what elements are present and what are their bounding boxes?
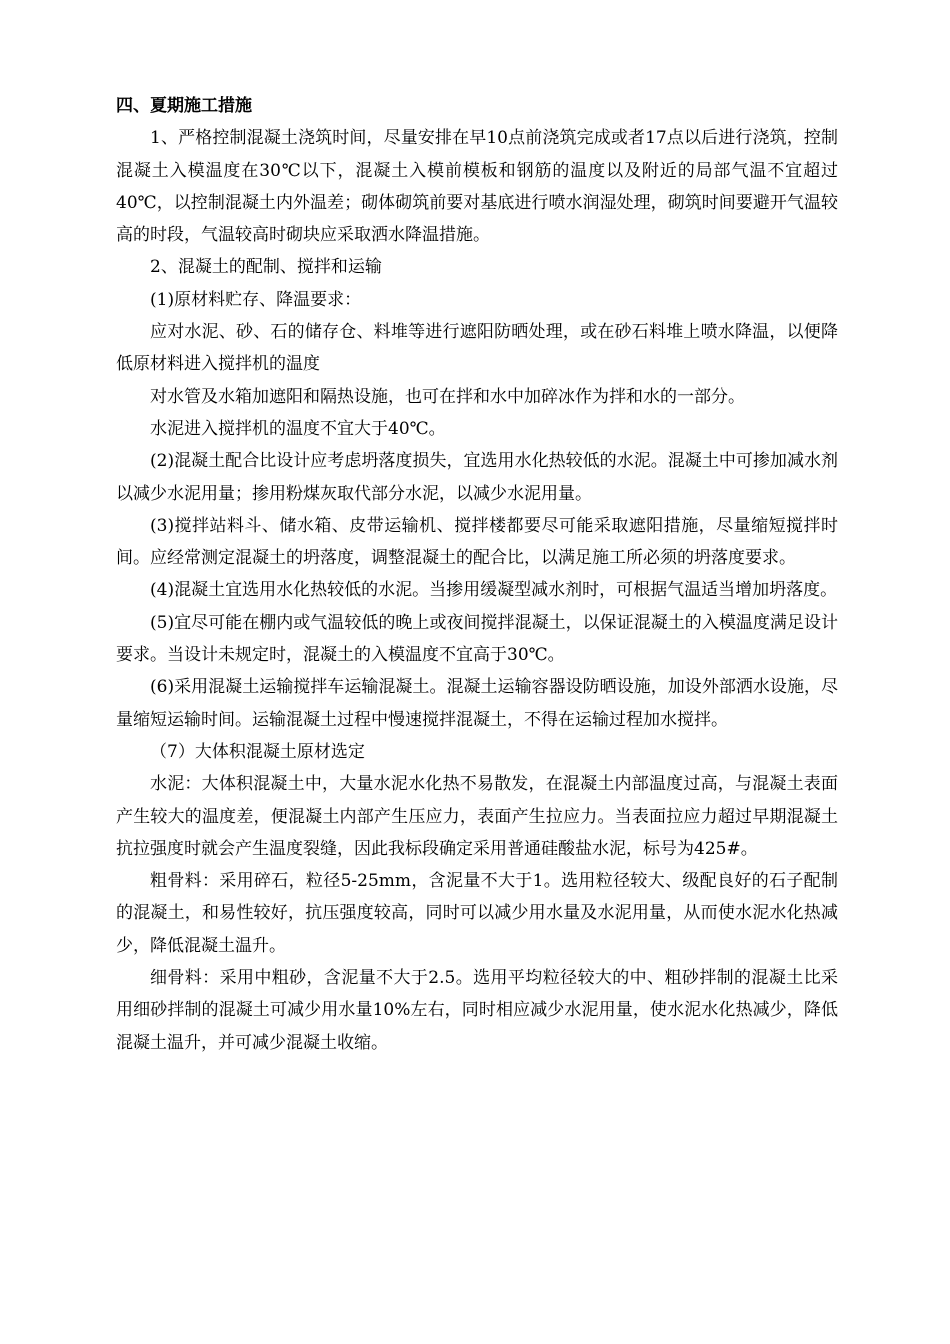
paragraph-4: 应对水泥、砂、石的储存仓、料堆等进行遮阳防晒处理，或在砂石料堆上喷水降温，以便降低原材料进入搅拌机的温度 [116, 322, 838, 375]
paragraph-6: 水泥进入搅拌机的温度不宜大于40℃。 [150, 418, 446, 439]
paragraph-13: 水泥：大体积混凝土中，大量水泥水化热不易散发，在混凝土内部温度过高，与混凝土表面产生较大的温度差，便混凝土内部产生压应力，表面产生拉应力。当表面拉应力超过早期混凝土抗拉强度时就会产生温度裂缝，因此我标段确定采用普通硅酸盐水泥，标号为425#。 [116, 774, 838, 859]
paragraph-2: 2、混凝土的配制、搅拌和运输 [150, 257, 382, 278]
paragraph-3: (1)原材料贮存、降温要求： [150, 289, 362, 310]
paragraph-5: 对水管及水箱加遮阳和隔热设施，也可在拌和水中加碎冰作为拌和水的一部分。 [150, 386, 745, 407]
paragraph-1: 1、严格控制混凝土浇筑时间，尽量安排在早10点前浇筑完成或者17点以后进行浇筑，控制混凝土入模温度在30℃以下，混凝土入模前模板和钢筋的温度以及附近的局部气温不宜超过40℃，以控制混凝土内外温差；砌体砌筑前要对基底进行喷水润湿处理，砌筑时间要避开气温较高的时段，气温较高时砌块应采取洒水降温措施。 [116, 128, 838, 246]
paragraph-8: (3)搅拌站料斗、储水箱、皮带运输机、搅拌楼都要尽可能采取遮阳措施，尽量缩短搅拌时间。应经常测定混凝土的坍落度，调整混凝土的配合比，以满足施工所必须的坍落度要求。 [116, 515, 838, 569]
document-page [116, 90, 838, 1059]
section-heading: 四、夏期施工措施 [116, 96, 252, 116]
paragraph-12: （7）大体积混凝土原材选定 [150, 741, 365, 762]
paragraph-11: (6)采用混凝土运输搅拌车运输混凝土。混凝土运输容器设防晒设施，加设外部洒水设施，尽量缩短运输时间。运输混凝土过程中慢速搅拌混凝土，不得在运输过程加水搅拌。 [116, 677, 838, 730]
paragraph-9: (4)混凝土宜选用水化热较低的水泥。当掺用缓凝型减水剂时，可根据气温适当增加坍落度。 [150, 580, 838, 601]
paragraph-14: 粗骨料：采用碎石，粒径5-25mm，含泥量不大于1。选用粒径较大、级配良好的石子配制的混凝土，和易性较好，抗压强度较高，同时可以减少用水量及水泥用量，从而使水泥水化热减少，降低混凝土温升。 [116, 871, 838, 956]
paragraph-15: 细骨料：采用中粗砂，含泥量不大于2.5。选用平均粒径较大的中、粗砂拌制的混凝土比采用细砂拌制的混凝土可减少用水量10%左右，同时相应减少水泥用量，使水泥水化热减少，降低混凝土温升，并可减少混凝土收缩。 [116, 968, 838, 1053]
paragraph-7: (2)混凝土配合比设计应考虑坍落度损失，宜选用水化热较低的水泥。混凝土中可掺加减水剂以减少水泥用量；掺用粉煤灰取代部分水泥，以减少水泥用量。 [116, 451, 838, 504]
paragraph-10: (5)宜尽可能在棚内或气温较低的晚上或夜间搅拌混凝土，以保证混凝土的入模温度满足设计要求。当设计未规定时，混凝土的入模温度不宜高于30℃。 [116, 612, 838, 666]
